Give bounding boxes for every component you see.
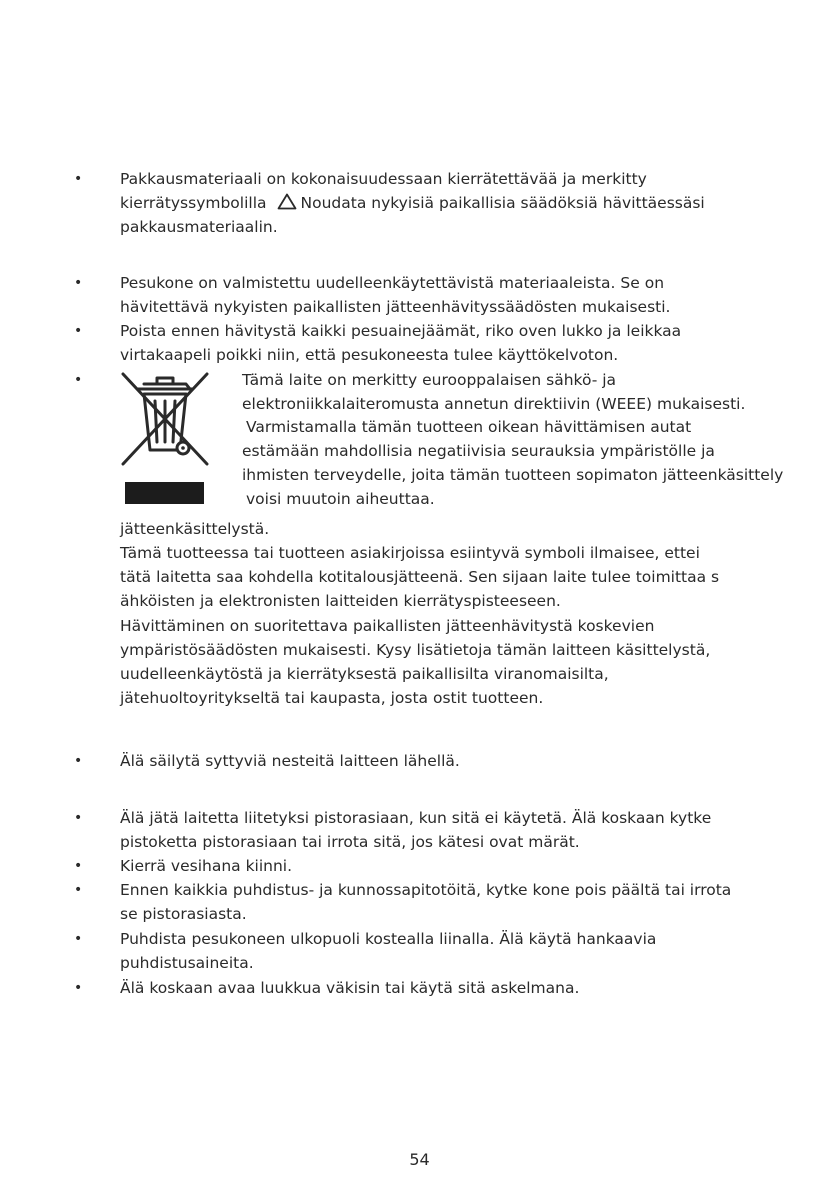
bullet: • xyxy=(74,275,83,291)
weee-text-line: ähköisten ja elektronisten laitteiden kierrätyspisteeseen. xyxy=(120,592,561,610)
item-text-line: hävitettävä nykyisten paikallisten jätteenhävityssäädösten mukaisesti. xyxy=(120,298,671,316)
item-text-line: Kierrä vesihana kiinni. xyxy=(120,857,293,875)
item-text-part: kierrätyssymbolilla xyxy=(120,194,267,212)
weee-text-line: Varmistamalla tämän tuotteen oikean hävittämisen autat xyxy=(246,418,692,436)
weee-text-line: voisi muutoin aiheuttaa. xyxy=(246,490,435,508)
item-text-line: Älä koskaan avaa luukkua väkisin tai käytä sitä askelmana. xyxy=(120,979,580,997)
bullet: • xyxy=(74,753,83,769)
item-text-part: Noudata nykyisiä paikallisia säädöksiä hävittäessäsi xyxy=(300,194,705,212)
weee-text-line: jätteenkäsittelystä. xyxy=(120,520,270,538)
item-text-line: puhdistusaineita. xyxy=(120,954,254,972)
weee-text-line: Hävittäminen on suoritettava paikallisten jätteenhävitystä koskevien xyxy=(120,617,655,635)
item-text-line: Pesukone on valmistettu uudelleenkäytettävistä materiaaleista. Se on xyxy=(120,274,665,292)
weee-text-line: estämään mahdollisia negatiivisia seurauksia ympäristölle ja xyxy=(242,442,715,460)
item-text-line: virtakaapeli poikki niin, että pesukoneesta tulee käyttökelvoton. xyxy=(120,346,619,364)
item-text-line: se pistorasiasta. xyxy=(120,905,247,923)
weee-text-line: uudelleenkäytöstä ja kierrätyksestä paikallisilta viranomaisilta, xyxy=(120,665,609,683)
bullet: • xyxy=(74,980,83,996)
page-number: 54 xyxy=(409,1150,430,1169)
bullet: • xyxy=(74,171,83,187)
item-text-line: Pakkausmateriaali on kokonaisuudessaan kierrätettävää ja merkitty xyxy=(120,170,647,188)
weee-crossed-bin-icon xyxy=(117,368,213,508)
bullet: • xyxy=(74,810,83,826)
item-text-line: Poista ennen hävitystä kaikki pesuainejäämät, riko oven lukko ja leikkaa xyxy=(120,322,682,340)
recycling-triangle-icon xyxy=(277,193,297,210)
item-text-line xyxy=(120,191,705,215)
item-text-line: pakkausmateriaalin. xyxy=(120,218,278,236)
bullet: • xyxy=(74,882,83,898)
weee-text-line: elektroniikkalaiteromusta annetun direktiivin (WEEE) mukaisesti. xyxy=(242,395,746,413)
item-text-line: Ennen kaikkia puhdistus- ja kunnossapitotöitä, kytke kone pois päältä tai irrota xyxy=(120,881,732,899)
item-text-line: Älä säilytä syttyviä nesteitä laitteen lähellä. xyxy=(120,752,460,770)
weee-text-line: ihmisten terveydelle, joita tämän tuotteen sopimaton jätteenkäsittely xyxy=(242,466,784,484)
weee-text-line: jätehuoltoyritykseltä tai kaupasta, josta ostit tuotteen. xyxy=(120,689,544,707)
bullet: • xyxy=(74,858,83,874)
item-text-line: Älä jätä laitetta liitetyksi pistorasiaan, kun sitä ei käytetä. Älä koskaan kytke xyxy=(120,809,712,827)
bullet: • xyxy=(74,372,83,388)
bullet: • xyxy=(74,931,83,947)
item-text-line: Puhdista pesukoneen ulkopuoli kostealla liinalla. Älä käytä hankaavia xyxy=(120,930,657,948)
weee-text-line: tätä laitetta saa kohdella kotitalousjätteenä. Sen sijaan laite tulee toimittaa s xyxy=(120,568,720,586)
weee-text-line: Tämä laite on merkitty eurooppalaisen sähkö- ja xyxy=(242,371,617,389)
weee-text-line: ympäristösäädösten mukaisesti. Kysy lisätietoja tämän laitteen käsittelystä, xyxy=(120,641,711,659)
bullet: • xyxy=(74,323,83,339)
item-text-line: pistoketta pistorasiaan tai irrota sitä, jos kätesi ovat märät. xyxy=(120,833,580,851)
weee-text-line: Tämä tuotteessa tai tuotteen asiakirjoissa esiintyvä symboli ilmaisee, ettei xyxy=(120,544,700,562)
